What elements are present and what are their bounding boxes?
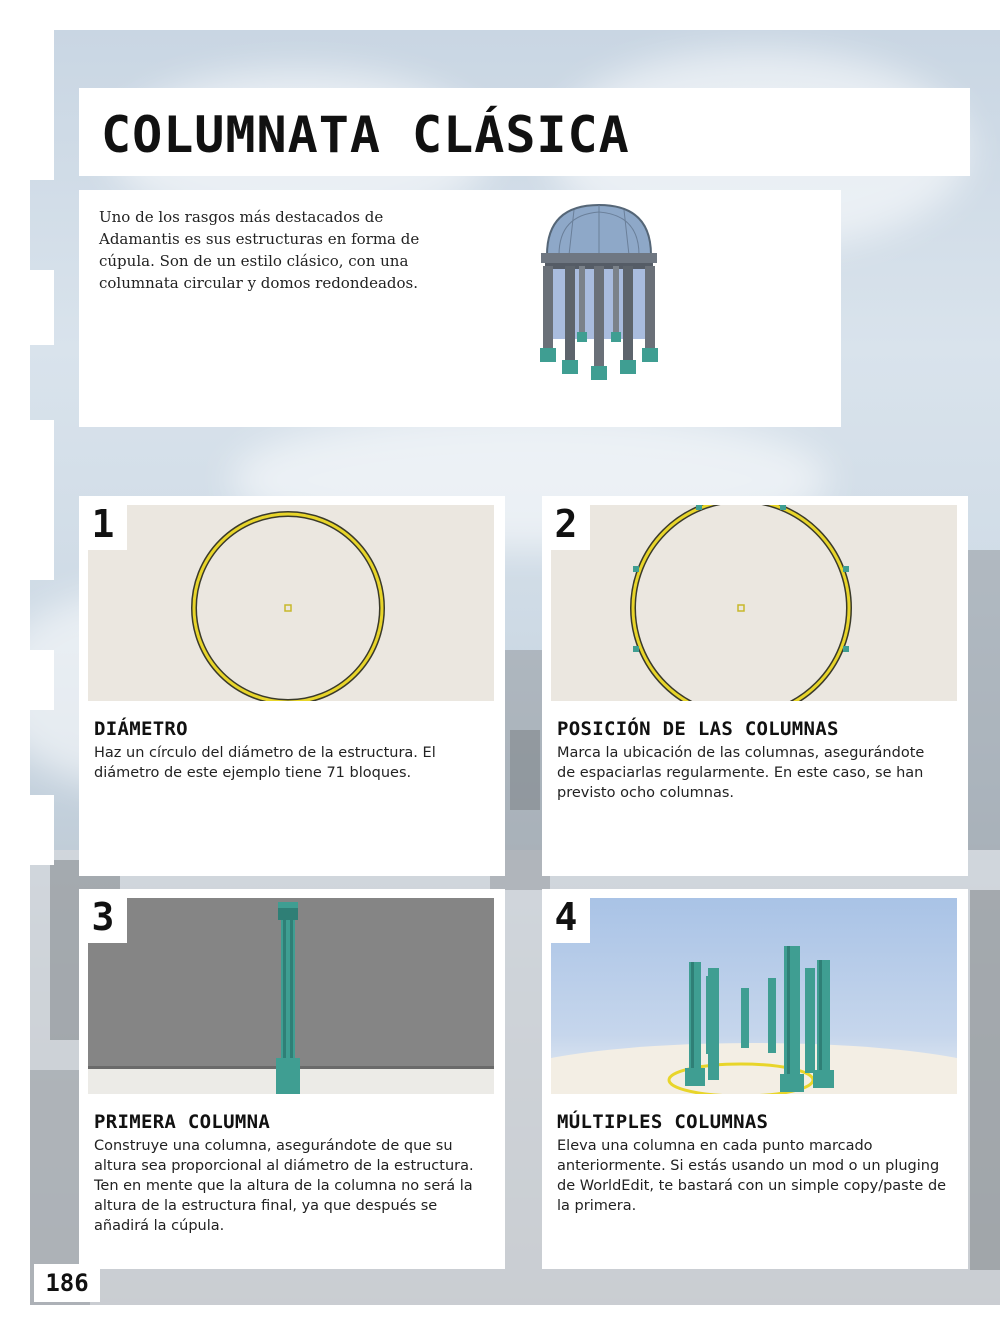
step-text: Haz un círculo del diámetro de la estructura. El diámetro de este ejemplo tiene 71 bloques. (94, 745, 436, 781)
step-title: PRIMERA COLUMNA (94, 1111, 271, 1133)
edge-notch (30, 420, 54, 580)
step-text: Construye una columna, asegurándote de que su altura sea proporcional al diámetro de la estructura. Ten en mente que la altura de la columna no será la altura de la estructura final, ya que después se añadirá la cúpula. (94, 1138, 474, 1234)
step-title: POSICIÓN DE LAS COLUMNAS (557, 718, 839, 740)
step-text: Marca la ubicación de las columnas, asegurándote de espaciarlas regularmente. En este caso, se han previsto ocho columnas. (557, 745, 925, 801)
intro-box (79, 190, 841, 427)
step-card-3 (79, 889, 505, 1269)
step-card-2 (542, 496, 968, 876)
edge-notch (30, 650, 54, 710)
edge-notch (30, 270, 54, 345)
step-title: MÚLTIPLES COLUMNAS (557, 1111, 769, 1133)
edge-notch (30, 795, 54, 865)
step-number: 4 (542, 889, 590, 943)
edge-notch (30, 30, 54, 180)
step-card-1 (79, 496, 505, 876)
step-number: 2 (542, 496, 590, 550)
step-title: DIÁMETRO (94, 718, 188, 740)
column-positions-illustration (551, 505, 957, 701)
intro-text: Uno de los rasgos más destacados de Adamantis es sus estructuras en forma de cúpula. Son de un estilo clásico, con una columnata circular y domos redondeados. (99, 208, 420, 292)
multiple-columns-illustration (551, 898, 957, 1094)
page-title: COLUMNATA CLÁSICA (101, 106, 630, 164)
step-text: Eleva una columna en cada punto marcado anteriormente. Si estás usando un mod o un pluging de WorldEdit, te bastará con un simple copy/paste de la primera. (557, 1138, 947, 1214)
step-card-4 (542, 889, 968, 1269)
step-1-image (88, 505, 494, 701)
dome-illustration (529, 200, 669, 385)
step-3-image (88, 898, 494, 1094)
step-4-image (551, 898, 957, 1094)
first-column-illustration (88, 898, 494, 1094)
step-2-image (551, 505, 957, 701)
title-box (79, 88, 970, 176)
step-number: 3 (79, 889, 127, 943)
step-number: 1 (79, 496, 127, 550)
diameter-circle-illustration (88, 505, 494, 701)
page-number: 186 (34, 1264, 100, 1302)
